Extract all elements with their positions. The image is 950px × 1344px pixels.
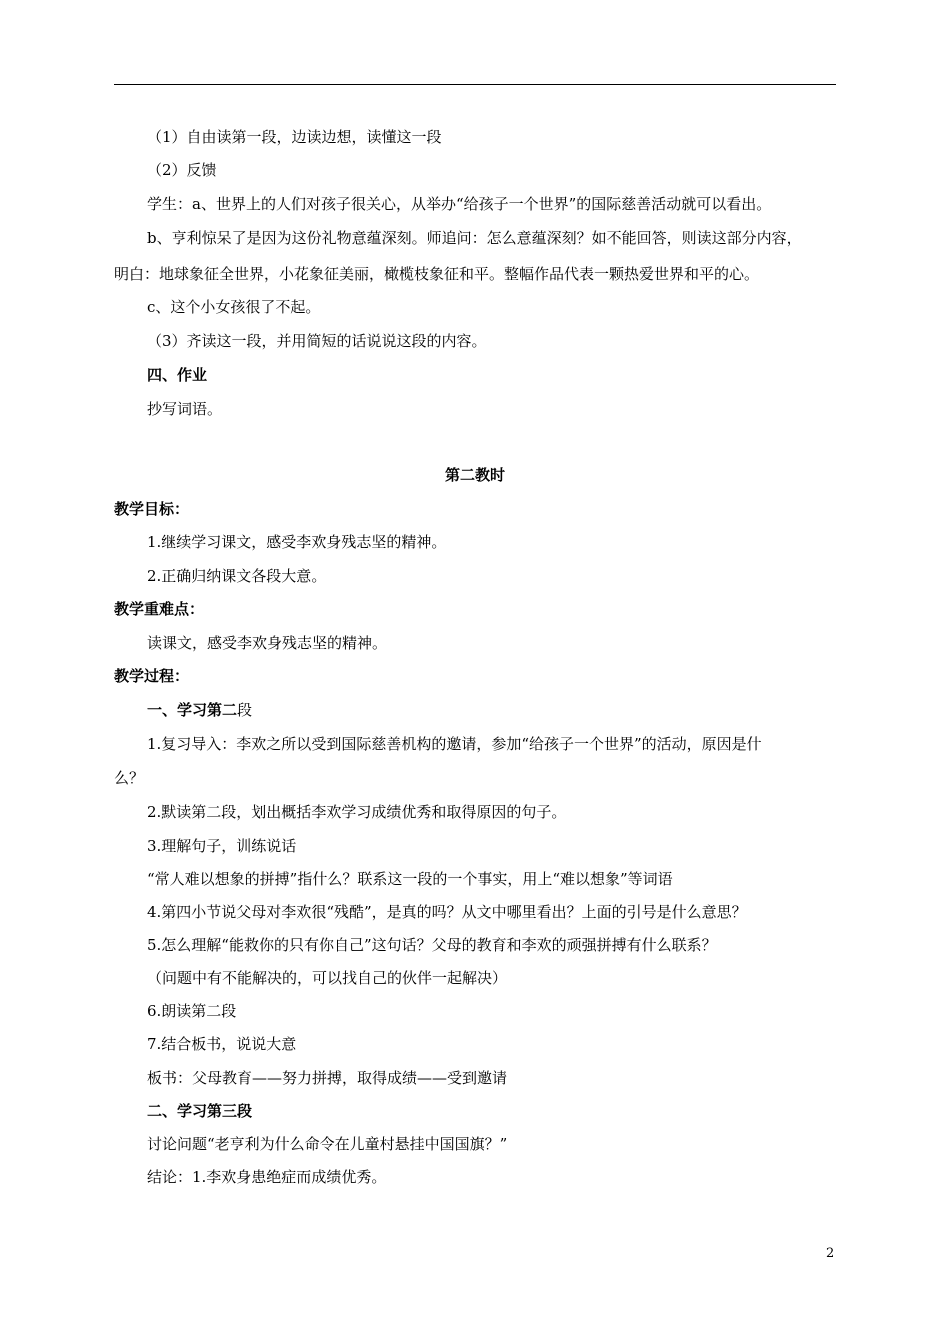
paragraph-line: （1）自由读第一段，边读边想，读懂这一段 <box>147 128 442 146</box>
paragraph-line: 2.默读第二段，划出概括李欢学习成绩优秀和取得原因的句子。 <box>147 803 567 821</box>
paragraph-line: 1.复习导入：李欢之所以受到国际慈善机构的邀请，参加“给孩子一个世界”的活动，原因是什 <box>147 735 762 753</box>
section-heading: 二、学习第三段 <box>147 1102 253 1120</box>
paragraph-line: 4.第四小节说父母对李欢很“残酷”，是真的吗？从文中哪里看出？上面的引号是什么意思？ <box>147 903 747 921</box>
section-heading-tail: 段 <box>237 701 253 719</box>
paragraph-line: （3）齐读这一段，并用简短的话说说这段的内容。 <box>147 332 487 350</box>
paragraph-line: 读课文，感受李欢身残志坚的精神。 <box>147 634 388 652</box>
paragraph-line: b、亨利惊呆了是因为这份礼物意蕴深刻。师追问：怎么意蕴深刻？如不能回答，则读这部分内容， <box>147 229 802 247</box>
paragraph-line: 明白：地球象征全世界，小花象征美丽，橄榄枝象征和平。整幅作品代表一颗热爱世界和平的心。 <box>114 265 760 283</box>
section-heading: 教学目标： <box>114 500 190 518</box>
section-heading: 四、作业 <box>147 366 208 384</box>
header-rule <box>114 84 836 85</box>
paragraph-line: “常人难以想象的拼搏”指什么？联系这一段的一个事实，用上“难以想象”等词语 <box>147 870 673 888</box>
paragraph-line: 2.正确归纳课文各段大意。 <box>147 567 327 585</box>
section-heading: 教学过程： <box>114 667 190 685</box>
paragraph-line: 6.朗读第二段 <box>147 1002 237 1020</box>
page-number: 2 <box>826 1246 835 1261</box>
paragraph-line: 么？ <box>114 769 145 787</box>
paragraph-line: 7.结合板书，说说大意 <box>147 1035 297 1053</box>
paragraph-line: 板书：父母教育——努力拼搏，取得成绩——受到邀请 <box>147 1069 508 1087</box>
lesson-title: 第二教时 <box>444 466 505 484</box>
paragraph-line: （2）反馈 <box>147 161 217 179</box>
paragraph-line: 讨论问题“老亨利为什么命令在儿童村悬挂中国国旗？” <box>147 1135 508 1153</box>
section-heading <box>147 700 252 720</box>
paragraph-line: 3.理解句子，训练说话 <box>147 837 297 855</box>
paragraph-line: （问题中有不能解决的，可以找自己的伙伴一起解决） <box>147 969 508 987</box>
section-heading-bold: 一、学习第二 <box>147 701 238 719</box>
paragraph-line: 5.怎么理解“能救你的只有你自己”这句话？父母的教育和李欢的顽强拼搏有什么联系？ <box>147 936 717 954</box>
section-heading: 教学重难点： <box>114 600 205 618</box>
paragraph-line: c、这个小女孩很了不起。 <box>147 298 321 316</box>
paragraph-line: 学生：a、世界上的人们对孩子很关心，从举办“给孩子一个世界”的国际慈善活动就可以看出。 <box>147 195 772 213</box>
paragraph-line: 1.继续学习课文，感受李欢身残志坚的精神。 <box>147 533 447 551</box>
paragraph-line: 抄写词语。 <box>147 400 223 418</box>
paragraph-line: 结论：1.李欢身患绝症而成绩优秀。 <box>147 1168 387 1186</box>
